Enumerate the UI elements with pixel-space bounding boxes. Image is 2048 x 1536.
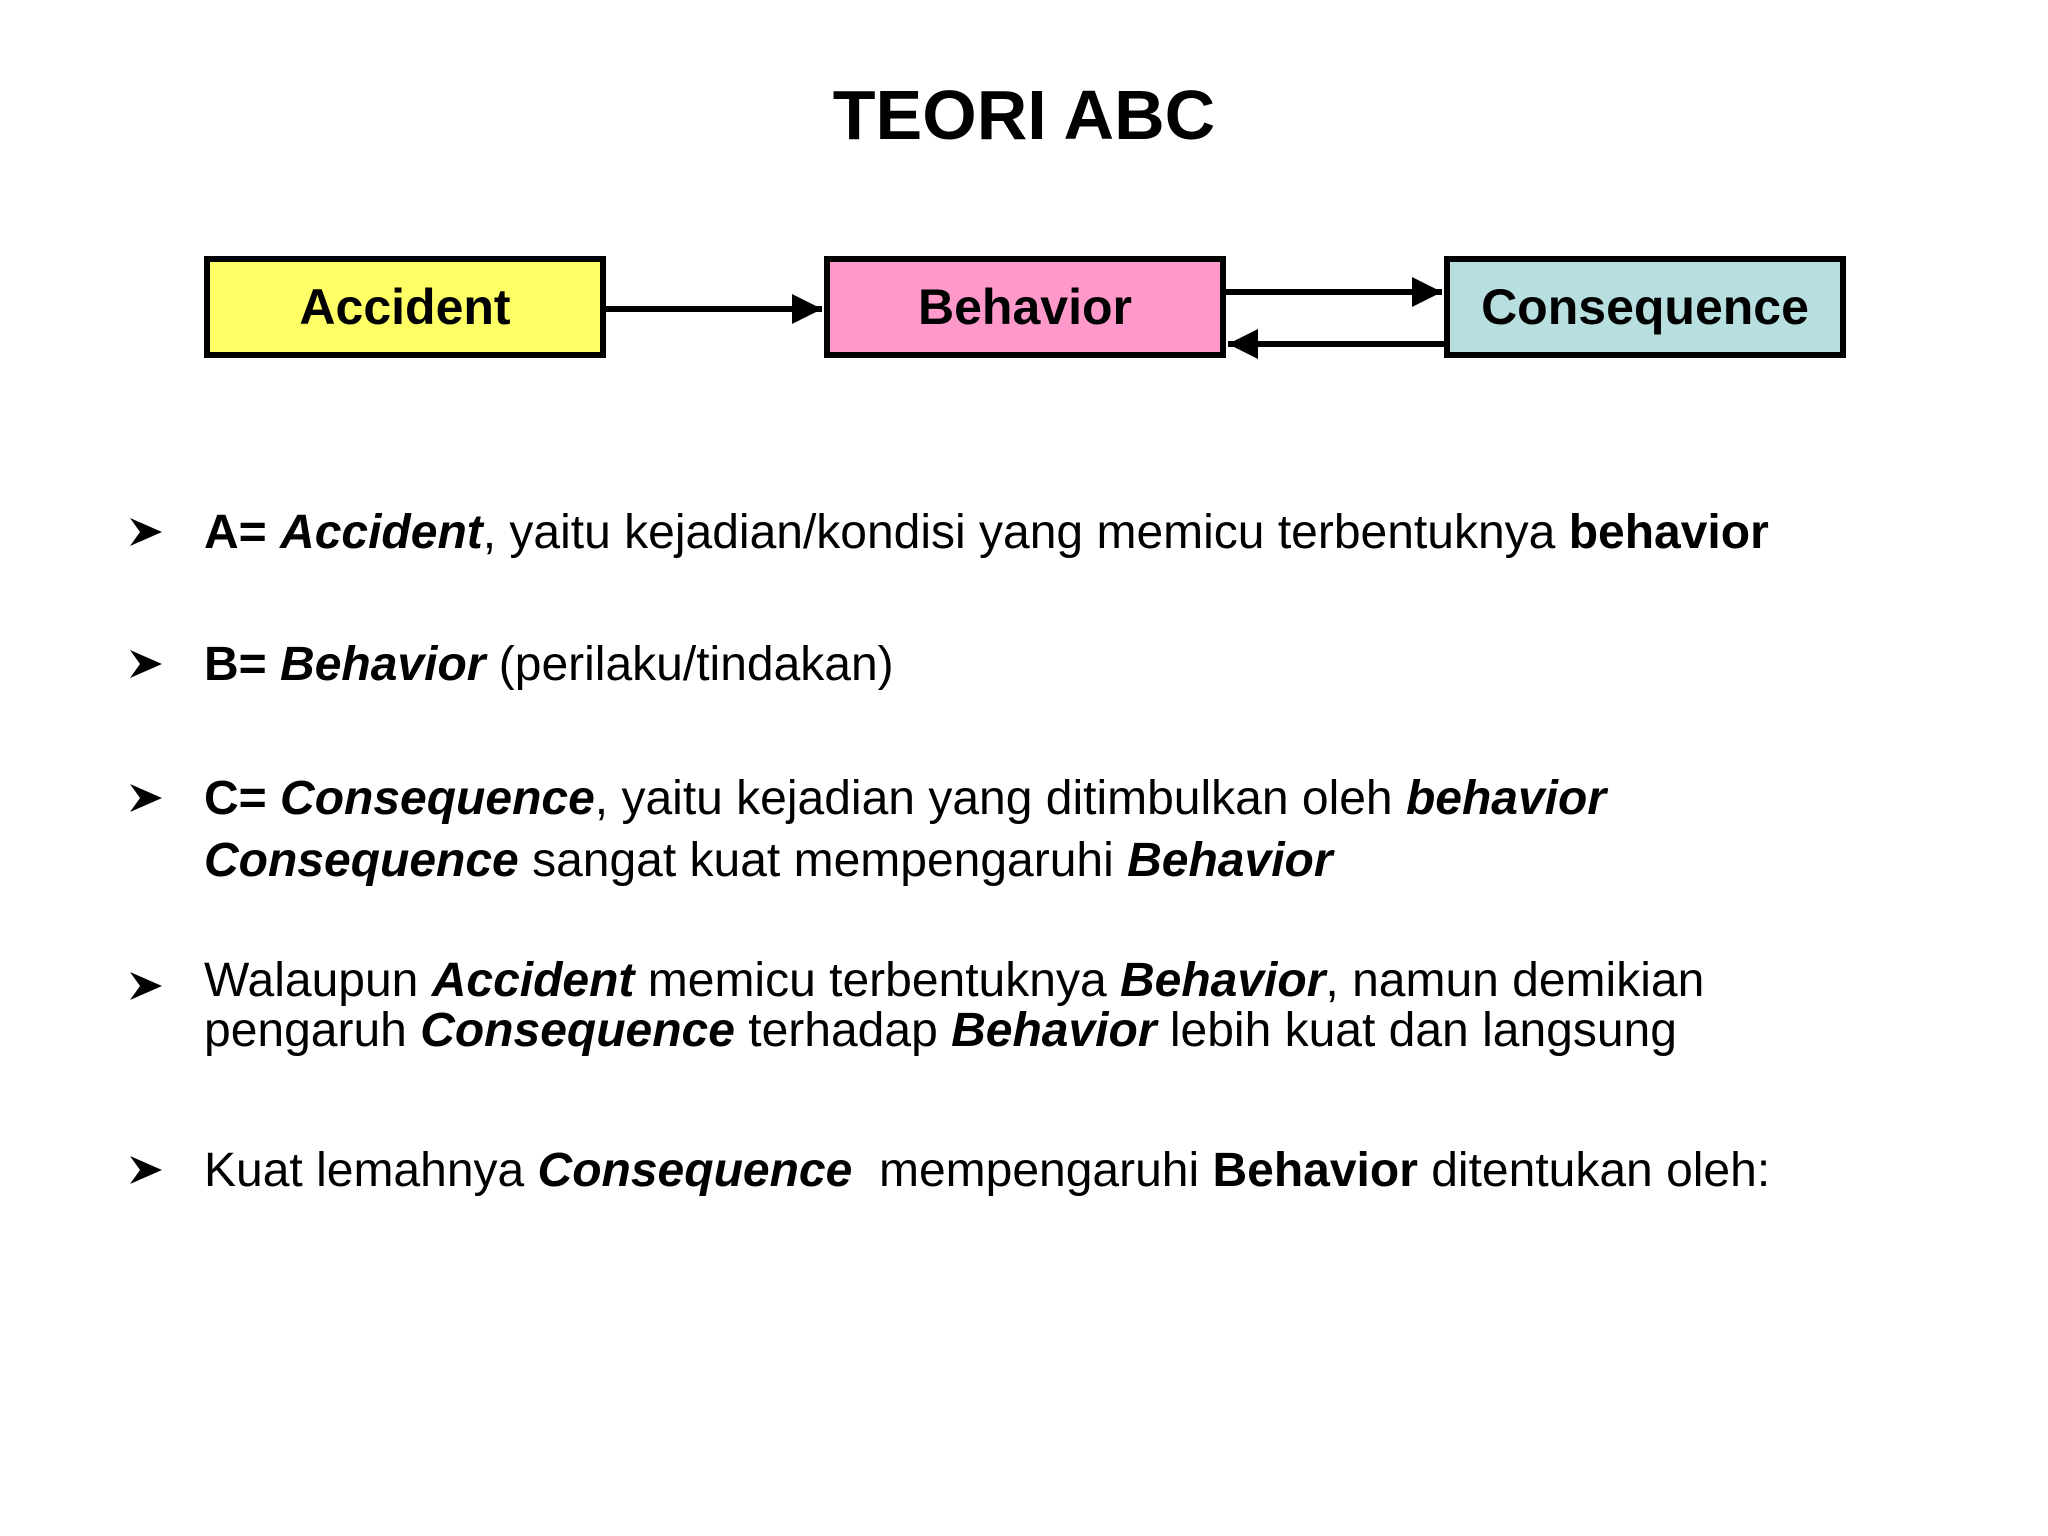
text-segment: , yaitu kejadian yang ditimbulkan oleh (594, 772, 1406, 825)
arrowhead-bullet-icon (124, 956, 174, 1016)
arrowhead-bullet-icon (124, 1140, 174, 1200)
bullet-line (204, 502, 2004, 564)
box-behavior-label: Behavior (918, 279, 1132, 335)
text-segment: behavior (1568, 506, 1769, 559)
text-segment: C= (204, 772, 281, 825)
bullet-text (204, 1140, 2004, 1202)
bullet-line (204, 830, 2004, 892)
bullet-line (204, 634, 2004, 696)
text-segment: terhadap (734, 1004, 952, 1057)
text-segment: Behavior (1119, 954, 1326, 1007)
text-segment: , namun demikian (1325, 954, 1705, 1007)
text-segment: , yaitu kejadian/kondisi yang memicu terbentuknya (482, 506, 1569, 559)
abc-diagram (0, 0, 2048, 400)
text-segment: Consequence (280, 772, 595, 825)
text-segment: Behavior (951, 1004, 1157, 1057)
text-segment: B= (204, 638, 281, 691)
bullet-line (204, 1140, 2004, 1202)
bullet-text (204, 634, 2004, 696)
text-segment: Behavior (1212, 1144, 1418, 1197)
text-segment: mempengaruhi (852, 1144, 1213, 1197)
bullet-text (204, 502, 2004, 564)
bullet-line (204, 1006, 2004, 1056)
text-segment: lebih kuat dan langsung (1156, 1004, 1677, 1057)
arrowhead-bullet-icon (124, 634, 174, 694)
text-segment: Consequence (420, 1004, 735, 1057)
text-segment: sangat kuat mempengaruhi (518, 834, 1128, 887)
text-segment: Consequence (537, 1144, 853, 1197)
arrowhead-bullet-icon (124, 768, 174, 828)
text-segment: Behavior (280, 638, 486, 691)
bullet-line (204, 956, 2004, 1006)
bullet-text (204, 768, 2004, 892)
box-accident (204, 256, 606, 358)
text-segment: Accident (431, 954, 635, 1007)
slide-title: TEORI ABC (832, 76, 1216, 154)
text-segment: Accident (280, 506, 483, 559)
text-segment: memicu terbentuknya (634, 954, 1120, 1007)
box-consequence (1444, 256, 1846, 358)
box-accident-label: Accident (299, 279, 511, 335)
arrowhead-bullet-icon (124, 502, 174, 562)
bullet-text (204, 956, 2004, 1056)
text-segment: A= (204, 506, 281, 559)
text-segment: Behavior (1127, 834, 1333, 887)
box-consequence-label: Consequence (1481, 279, 1809, 335)
text-segment: (perilaku/tindakan) (485, 638, 894, 691)
bullet-line (204, 768, 2004, 830)
text-segment: Walaupun (204, 954, 432, 1007)
text-segment: ditentukan oleh: (1417, 1144, 1771, 1197)
box-behavior (824, 256, 1226, 358)
text-segment: Kuat lemahnya (204, 1144, 538, 1197)
text-segment: behavior (1405, 772, 1607, 825)
text-segment: pengaruh (204, 1004, 421, 1057)
text-segment: Consequence (204, 834, 519, 887)
